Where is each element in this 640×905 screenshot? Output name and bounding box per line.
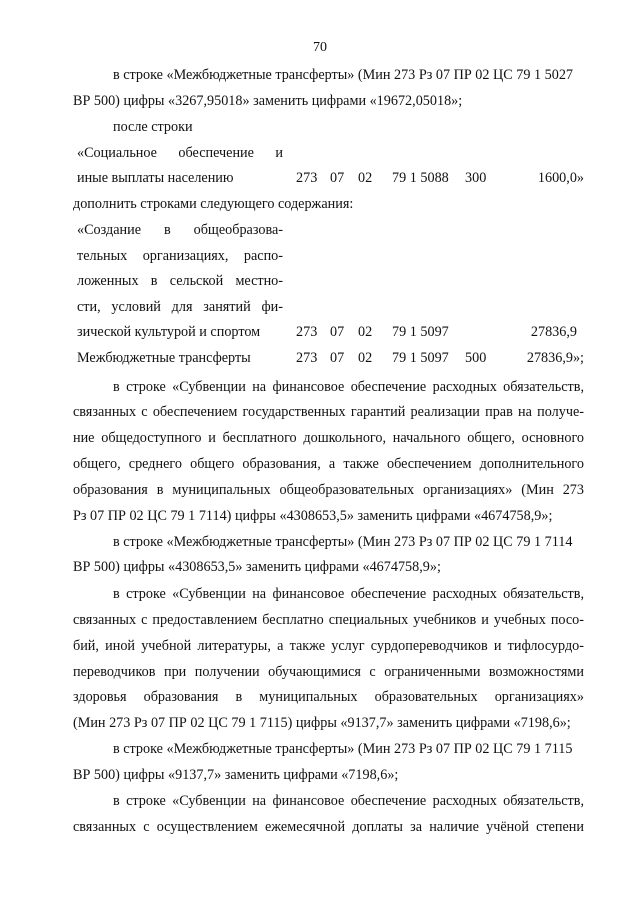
table-cell-sum: 27836,9»; [526,350,584,366]
text-line: Рз 07 ПР 02 ЦС 79 1 7114) цифры «4308653,5» заменить цифрами «4674758,9»; [73,508,553,524]
table-row-name: иные выплаты населению [77,170,234,186]
text-line: после строки [113,119,193,135]
table-row-name: Межбюджетные трансферты [77,350,251,366]
table-row-name: «Создание в общеобразова- [77,222,283,238]
table-row-name: ложенных в сельской местно- [77,273,283,289]
table-cell-min: 273 [296,170,318,186]
text-line: дополнить строками следующего содержания: [73,196,354,212]
table-row-name: тельных организациях, распо- [77,248,283,264]
table-row-name: сти, условий для занятий фи- [77,299,283,315]
table-cell-min: 273 [296,324,318,340]
text-line: в строке «Межбюджетные трансферты» (Мин 273 Рз 07 ПР 02 ЦС 79 1 7115 [113,741,573,757]
text-line: связанных с обеспечением государственных гарантий реализации прав на получе- [73,404,584,420]
table-cell-cs: 79 1 5097 [392,324,449,340]
table-row-name: зической культурой и спортом [77,324,261,340]
table-cell-cs: 79 1 5088 [392,170,449,186]
page-number: 70 [313,40,327,55]
table-row-name: «Социальное обеспечение и [77,145,283,161]
table-cell-vr: 300 [465,170,487,186]
text-line: переводчиков при получении обучающимися с ограниченными возможностями [73,664,584,680]
table-cell-sum: 27836,9 [530,324,577,340]
text-line: в строке «Межбюджетные трансферты» (Мин 273 Рз 07 ПР 02 ЦС 79 1 7114 [113,534,573,550]
text-line: в строке «Субвенции на финансовое обеспечение расходных обязательств, [113,586,584,602]
text-line: ВР 500) цифры «4308653,5» заменить цифрами «4674758,9»; [73,559,441,575]
table-cell-vr: 500 [465,350,487,366]
text-line: ВР 500) цифры «3267,95018» заменить цифрами «19672,05018»; [73,93,463,109]
text-line: связанных с предоставлением бесплатно специальных учебников и учебных посо- [73,612,584,628]
text-line: связанных с осуществлением ежемесячной доплаты за наличие учёной степени [73,819,584,835]
text-line: в строке «Межбюджетные трансферты» (Мин 273 Рз 07 ПР 02 ЦС 79 1 5027 [113,67,574,83]
table-cell-rz: 07 [330,350,345,366]
text-line: здоровья образования в муниципальных образовательных организациях» [73,689,584,705]
text-line: образования в муниципальных общеобразовательных организациях» (Мин 273 [73,482,584,498]
text-line: (Мин 273 Рз 07 ПР 02 ЦС 79 1 7115) цифры «9137,7» заменить цифрами «7198,6»; [73,715,571,731]
table-cell-pr: 02 [358,324,373,340]
text-line: в строке «Субвенции на финансовое обеспечение расходных обязательств, [113,793,584,809]
table-cell-pr: 02 [358,170,373,186]
table-cell-min: 273 [296,350,318,366]
table-cell-rz: 07 [330,324,345,340]
table-cell-cs: 79 1 5097 [392,350,449,366]
text-line: бий, иной учебной литературы, а также услуг сурдопереводчиков и тифлосурдо- [73,638,584,654]
text-line: ние общедоступного и бесплатного дошкольного, начального общего, основного [73,430,584,446]
table-cell-pr: 02 [358,350,373,366]
table-cell-sum: 1600,0» [537,170,584,186]
text-line: общего, среднего общего образования, а также обеспечением дополнительного [73,456,584,472]
table-cell-rz: 07 [330,170,345,186]
text-line: ВР 500) цифры «9137,7» заменить цифрами «7198,6»; [73,767,399,783]
text-line: в строке «Субвенции на финансовое обеспечение расходных обязательств, [113,379,584,395]
